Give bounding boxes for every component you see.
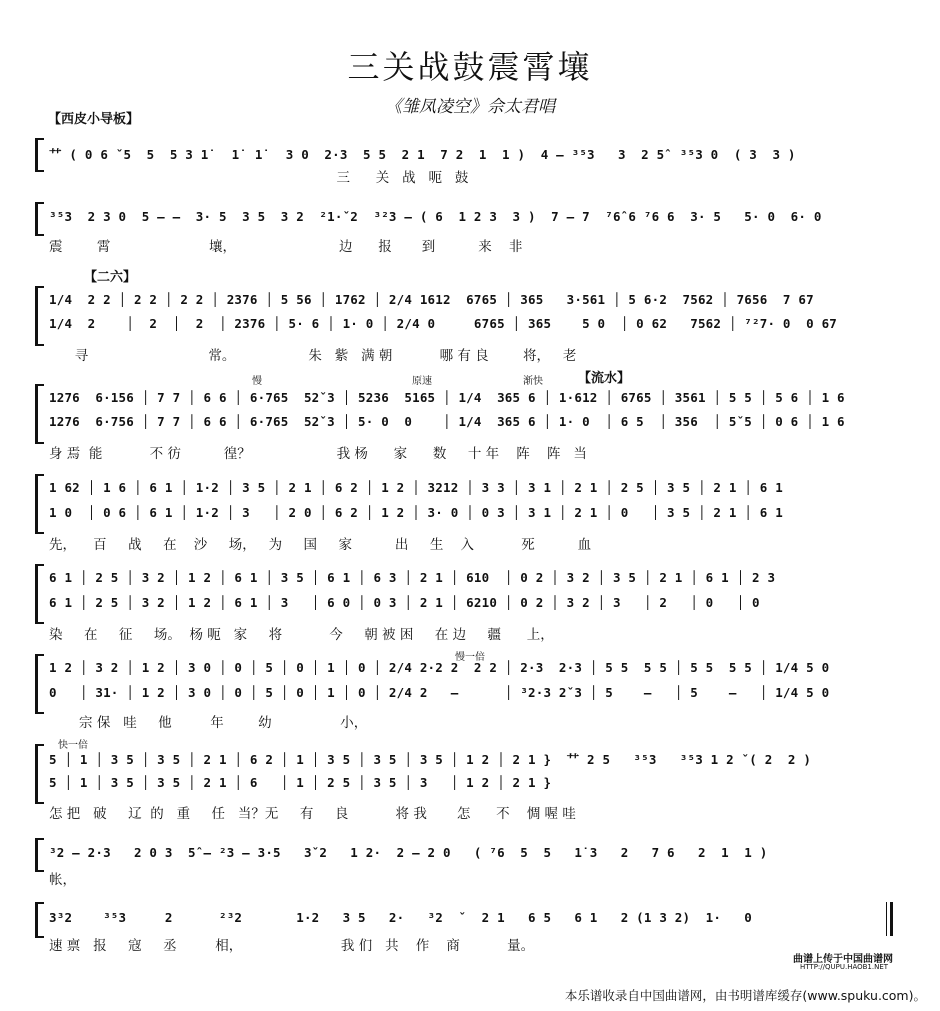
system-bracket — [35, 654, 44, 714]
marking-jiankuai: 渐快 — [523, 376, 543, 387]
lyrics-line: 帐， — [49, 872, 76, 888]
marking-man-yibei: 慢一倍 — [455, 652, 485, 663]
lyrics-line: 怎 把 破 辽 的 重 任 当？无 有 良 将 我 怎 不 惆 喔 哇 — [49, 806, 576, 822]
score-system-6 — [35, 564, 915, 644]
staff-line-upper: 1/4 2 2 │ 2 2 │ 2 2 │ 2376 │ 5 56 │ 1762 │ 2/4 1612 6765 │ 365 3·561 │ 5 6·2 7562 │ 7656 7 67 — [49, 292, 814, 307]
score-system-1 — [35, 138, 915, 184]
staff-line-upper: ³2 — 2·3 2 0 3 5̂ — ²3 — 3·5 3ˇ2 1 2· 2 — 2 0 ( ⁷6 5 5 1̇ 3 2 7 6 2 1 1 ) — [49, 845, 768, 860]
staff-line-lower: 1/4 2 │ 2 │ 2 │ 2376 │ 5· 6 │ 1· 0 │ 2/4 0 6765 │ 365 5 0 │ 0 62 7562 │ ⁷²7· 0 0 67 — [49, 316, 838, 331]
staff-line-lower: 1276 6·756 │ 7 7 │ 6 6 │ 6·765 52ˇ3 │ 5· 0 0 │ 1/4 365 6 │ 1· 0 │ 6 5 │ 356 │ 5ˇ5 │ 0 6 │ 1 6 — [49, 414, 845, 429]
score-system-4 — [35, 384, 915, 464]
lyrics-line: 速 禀 报 寇 丞 相， 我 们 共 作 商 量。 — [49, 938, 535, 954]
system-bracket — [35, 384, 44, 444]
final-barline-thick — [890, 902, 893, 936]
lyrics-line: 身 焉 能 不 彷 徨？ 我 杨 家 数 十 年 阵 阵 当 — [49, 446, 587, 462]
lyrics-line: 宗 保 哇 他 年 幼 小， — [49, 715, 368, 731]
staff-line-upper: 6 1 │ 2 5 │ 3 2 │ 1 2 │ 6 1 │ 3 5 │ 6 1 │ 6 3 │ 2 1 │ 610 │ 0 2 │ 3 2 │ 3 5 │ 2 1 │ 6 1 │ 2 3 — [49, 570, 776, 585]
system-bracket — [35, 564, 44, 624]
source-footer: 本乐谱收录自中国曲谱网，由书明谱库缓存(www.spuku.com)。 — [564, 988, 926, 1003]
staff-line-lower: 1 0 │ 0 6 │ 6 1 │ 1·2 │ 3 │ 2 0 │ 6 2 │ 1 2 │ 3· 0 │ 0 3 │ 3 1 │ 2 1 │ 0 │ 3 5 │ 2 1 │ 6 1 — [49, 505, 783, 520]
score-system-3 — [35, 286, 915, 366]
score-system-9 — [35, 838, 915, 886]
system-bracket — [35, 286, 44, 346]
lyrics-line: 染 在 征 场。 杨 呃 家 将 今 朝 被 困 在 边 疆 上， — [49, 627, 554, 643]
tempo-tag-liushui: 【流水】 — [578, 371, 631, 386]
staff-line-upper: 1276 6·156 │ 7 7 │ 6 6 │ 6·765 52ˇ3 │ 5236 5165 │ 1/4 365 6 │ 1·612 │ 6765 │ 3561 │ 5 5 │ 5 6 │ 1 6 — [49, 390, 845, 405]
system-bracket — [35, 474, 44, 534]
staff-line-upper: ⺿ ( 0 6 ˇ5 5 5 3 1̇ 1̇ 1̇ 3 0 2·3 5 5 2 1 7 2 1 1 ) 4 — ³⁵3 3 2 5̂ ³⁵3 0 ( 3 3 ) — [49, 147, 796, 162]
system-bracket — [35, 138, 44, 172]
lyrics-line: 震 霄 壤， 边 报 到 来 非 — [49, 239, 523, 255]
system-bracket — [35, 202, 44, 236]
staff-line-lower: 6 1 │ 2 5 │ 3 2 │ 1 2 │ 6 1 │ 3 │ 6 0 │ 0 3 │ 2 1 │ 6210 │ 0 2 │ 3 2 │ 3 │ 2 │ 0 │ 0 — [49, 595, 760, 610]
lyrics-line: 三 关 战 呃 鼓 — [49, 170, 469, 186]
staff-line-upper: 1 62 │ 1 6 │ 6 1 │ 1·2 │ 3 5 │ 2 1 │ 6 2 │ 1 2 │ 3212 │ 3 3 │ 3 1 │ 2 1 │ 2 5 │ 3 5 │ 2 1 │ 6 1 — [49, 480, 783, 495]
staff-line-lower: 5 │ 1 │ 3 5 │ 3 5 │ 2 1 │ 6 │ 1 │ 2 5 │ 3 5 │ 3 │ 1 2 │ 2 1 } — [49, 775, 552, 790]
staff-line-lower: 0 │ 31· │ 1 2 │ 3 0 │ 0 │ 5 │ 0 │ 1 │ 0 │ 2/4 2 — │ ³2·3 2ˇ3 │ 5 — │ 5 — │ 1/4 5 0 — [49, 685, 830, 700]
system-bracket — [35, 744, 44, 804]
tempo-tag-erliu: 【二六】 — [84, 270, 137, 285]
marking-yuansu: 原速 — [412, 376, 432, 387]
score-system-2 — [35, 202, 915, 254]
lyrics-line: 寻 常。 朱 紫 满 朝 哪 有 良 将， 老 — [49, 348, 577, 364]
marking-kuai-yibei: 快一倍 — [58, 740, 88, 751]
score-system-7 — [35, 654, 915, 732]
score-system-8 — [35, 744, 915, 824]
marking-man: 慢 — [252, 376, 262, 387]
watermark-site-name: 曲谱上传于中国曲谱网 — [793, 954, 893, 965]
staff-line-upper: 5 │ 1 │ 3 5 │ 3 5 │ 2 1 │ 6 2 │ 1 │ 3 5 │ 3 5 │ 3 5 │ 1 2 │ 2 1 } ⺿ 2 5 ³⁵3 ³⁵3 1 2 ˇ( 2 2 ) — [49, 752, 812, 767]
final-barline-thin — [886, 902, 887, 936]
staff-line-upper: 1 2 │ 3 2 │ 1 2 │ 3 0 │ 0 │ 5 │ 0 │ 1 │ 0 │ 2/4 2·2 2 2 2 │ 2·3 2·3 │ 5 5 5 5 │ 5 5 5 5 │ 1/4 5 0 — [49, 660, 830, 675]
tempo-tag-xipi: 【西皮小导板】 — [48, 112, 140, 127]
watermark-site-url: HTTP://QUPU.HAOB1.NET — [800, 963, 889, 971]
lyrics-line: 先， 百 战 在 沙 场， 为 国 家 出 生 入 死 血 — [49, 537, 592, 553]
score-title: 三关战鼓震霄壤 — [347, 48, 593, 86]
staff-line-upper: 3³2 ³⁵3 2 ²³2 1·2 3 5 2· ³2 ˇ 2 1 6 5 6 1 2 (1 3 2) 1· 0 — [49, 910, 753, 925]
score-subtitle: 《雏凤凌空》佘太君唱 — [385, 97, 555, 117]
score-system-10 — [35, 902, 915, 956]
system-bracket — [35, 838, 44, 872]
score-system-5 — [35, 474, 915, 554]
staff-line-upper: ³⁵3 2 3 0 5 — — 3· 5 3 5 3 2 ²1·ˇ2 ³²3 — ( 6 1 2 3 3 ) 7 — 7 ⁷6̂ 6 ⁷6 6 3· 5 5· 0 6· 0 — [49, 209, 822, 224]
system-bracket — [35, 902, 44, 938]
